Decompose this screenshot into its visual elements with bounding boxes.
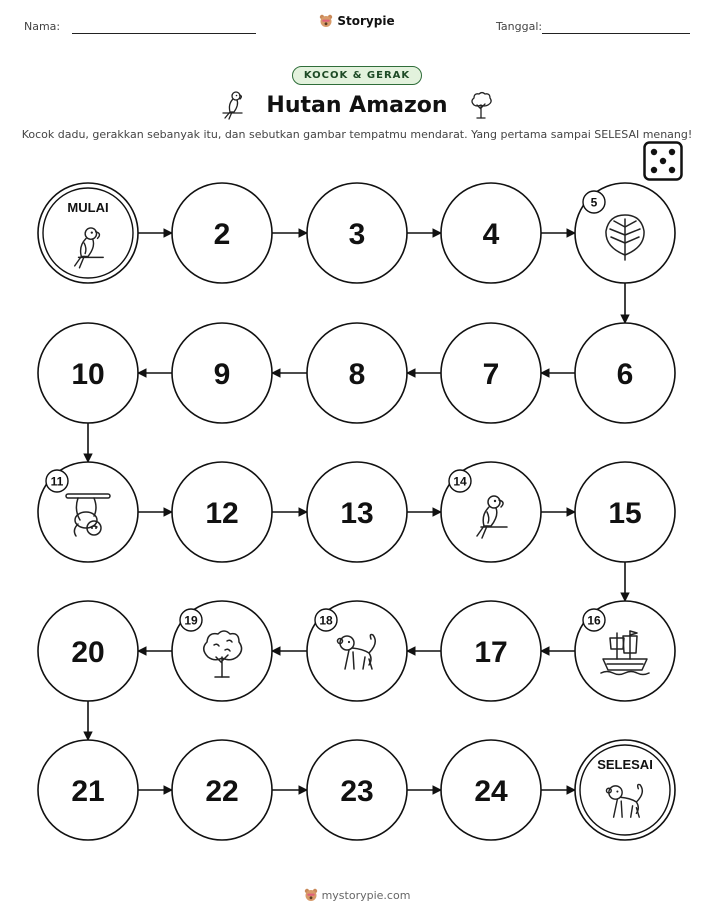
board-space-21 — [38, 740, 138, 840]
board-space-10 — [38, 323, 138, 423]
board-space-2 — [172, 183, 272, 283]
space-number: 21 — [71, 775, 105, 808]
space-number: 5 — [590, 195, 598, 210]
space-number: 15 — [608, 497, 642, 530]
space-number: 2 — [213, 218, 231, 251]
space-number: 19 — [184, 613, 198, 628]
instructions-text: Kocok dadu, gerakkan sebanyak itu, dan sebutkan gambar tempatmu mendarat. Yang pertama sampai SELESAI menang! — [21, 128, 693, 141]
brand-name: Storypie — [337, 14, 395, 28]
space-number: 18 — [319, 613, 333, 628]
date-label: Tanggal: — [496, 20, 543, 33]
space-number: 12 — [205, 497, 239, 530]
board-space-23 — [307, 740, 407, 840]
finish-label: SELESAI — [597, 757, 653, 772]
space-number: 7 — [482, 358, 500, 391]
finish-space — [575, 740, 675, 840]
board-space-5 — [575, 183, 675, 283]
footer — [0, 888, 714, 902]
space-number: 8 — [348, 358, 366, 391]
board-space-4 — [441, 183, 541, 283]
board-space-9 — [172, 323, 272, 423]
space-number: 9 — [213, 358, 231, 391]
footer-url: mystorypie.com — [321, 888, 411, 902]
category-badge: KOCOK & GERAK — [292, 66, 422, 85]
board-space-6 — [575, 323, 675, 423]
board-space-19 — [172, 601, 272, 701]
board-space-8 — [307, 323, 407, 423]
board-space-22 — [172, 740, 272, 840]
start-space — [38, 183, 138, 283]
board-space-17 — [441, 601, 541, 701]
board-space-3 — [307, 183, 407, 283]
space-number: 4 — [482, 218, 500, 251]
space-number: 13 — [340, 497, 374, 530]
board-space-18 — [307, 601, 407, 701]
space-number: 11 — [50, 474, 64, 489]
board-space-24 — [441, 740, 541, 840]
page-title: Hutan Amazon — [266, 92, 448, 118]
board-space-16 — [575, 601, 675, 701]
start-label: MULAI — [67, 200, 109, 215]
space-number: 3 — [348, 218, 366, 251]
space-number: 20 — [71, 636, 105, 669]
space-number: 14 — [453, 474, 467, 489]
space-number: 24 — [474, 775, 508, 808]
board-space-7 — [441, 323, 541, 423]
space-number: 16 — [587, 613, 601, 628]
space-number: 6 — [616, 358, 634, 391]
board-space-12 — [172, 462, 272, 562]
board-space-13 — [307, 462, 407, 562]
space-number: 17 — [474, 636, 508, 669]
board-space-15 — [575, 462, 675, 562]
board-space-11 — [38, 462, 138, 562]
board-space-20 — [38, 601, 138, 701]
space-number: 10 — [71, 358, 105, 391]
space-number: 23 — [340, 775, 374, 808]
bear-logo-icon — [304, 888, 318, 902]
board-space-14 — [441, 462, 541, 562]
name-label: Nama: — [24, 20, 61, 33]
space-number: 22 — [205, 775, 239, 808]
